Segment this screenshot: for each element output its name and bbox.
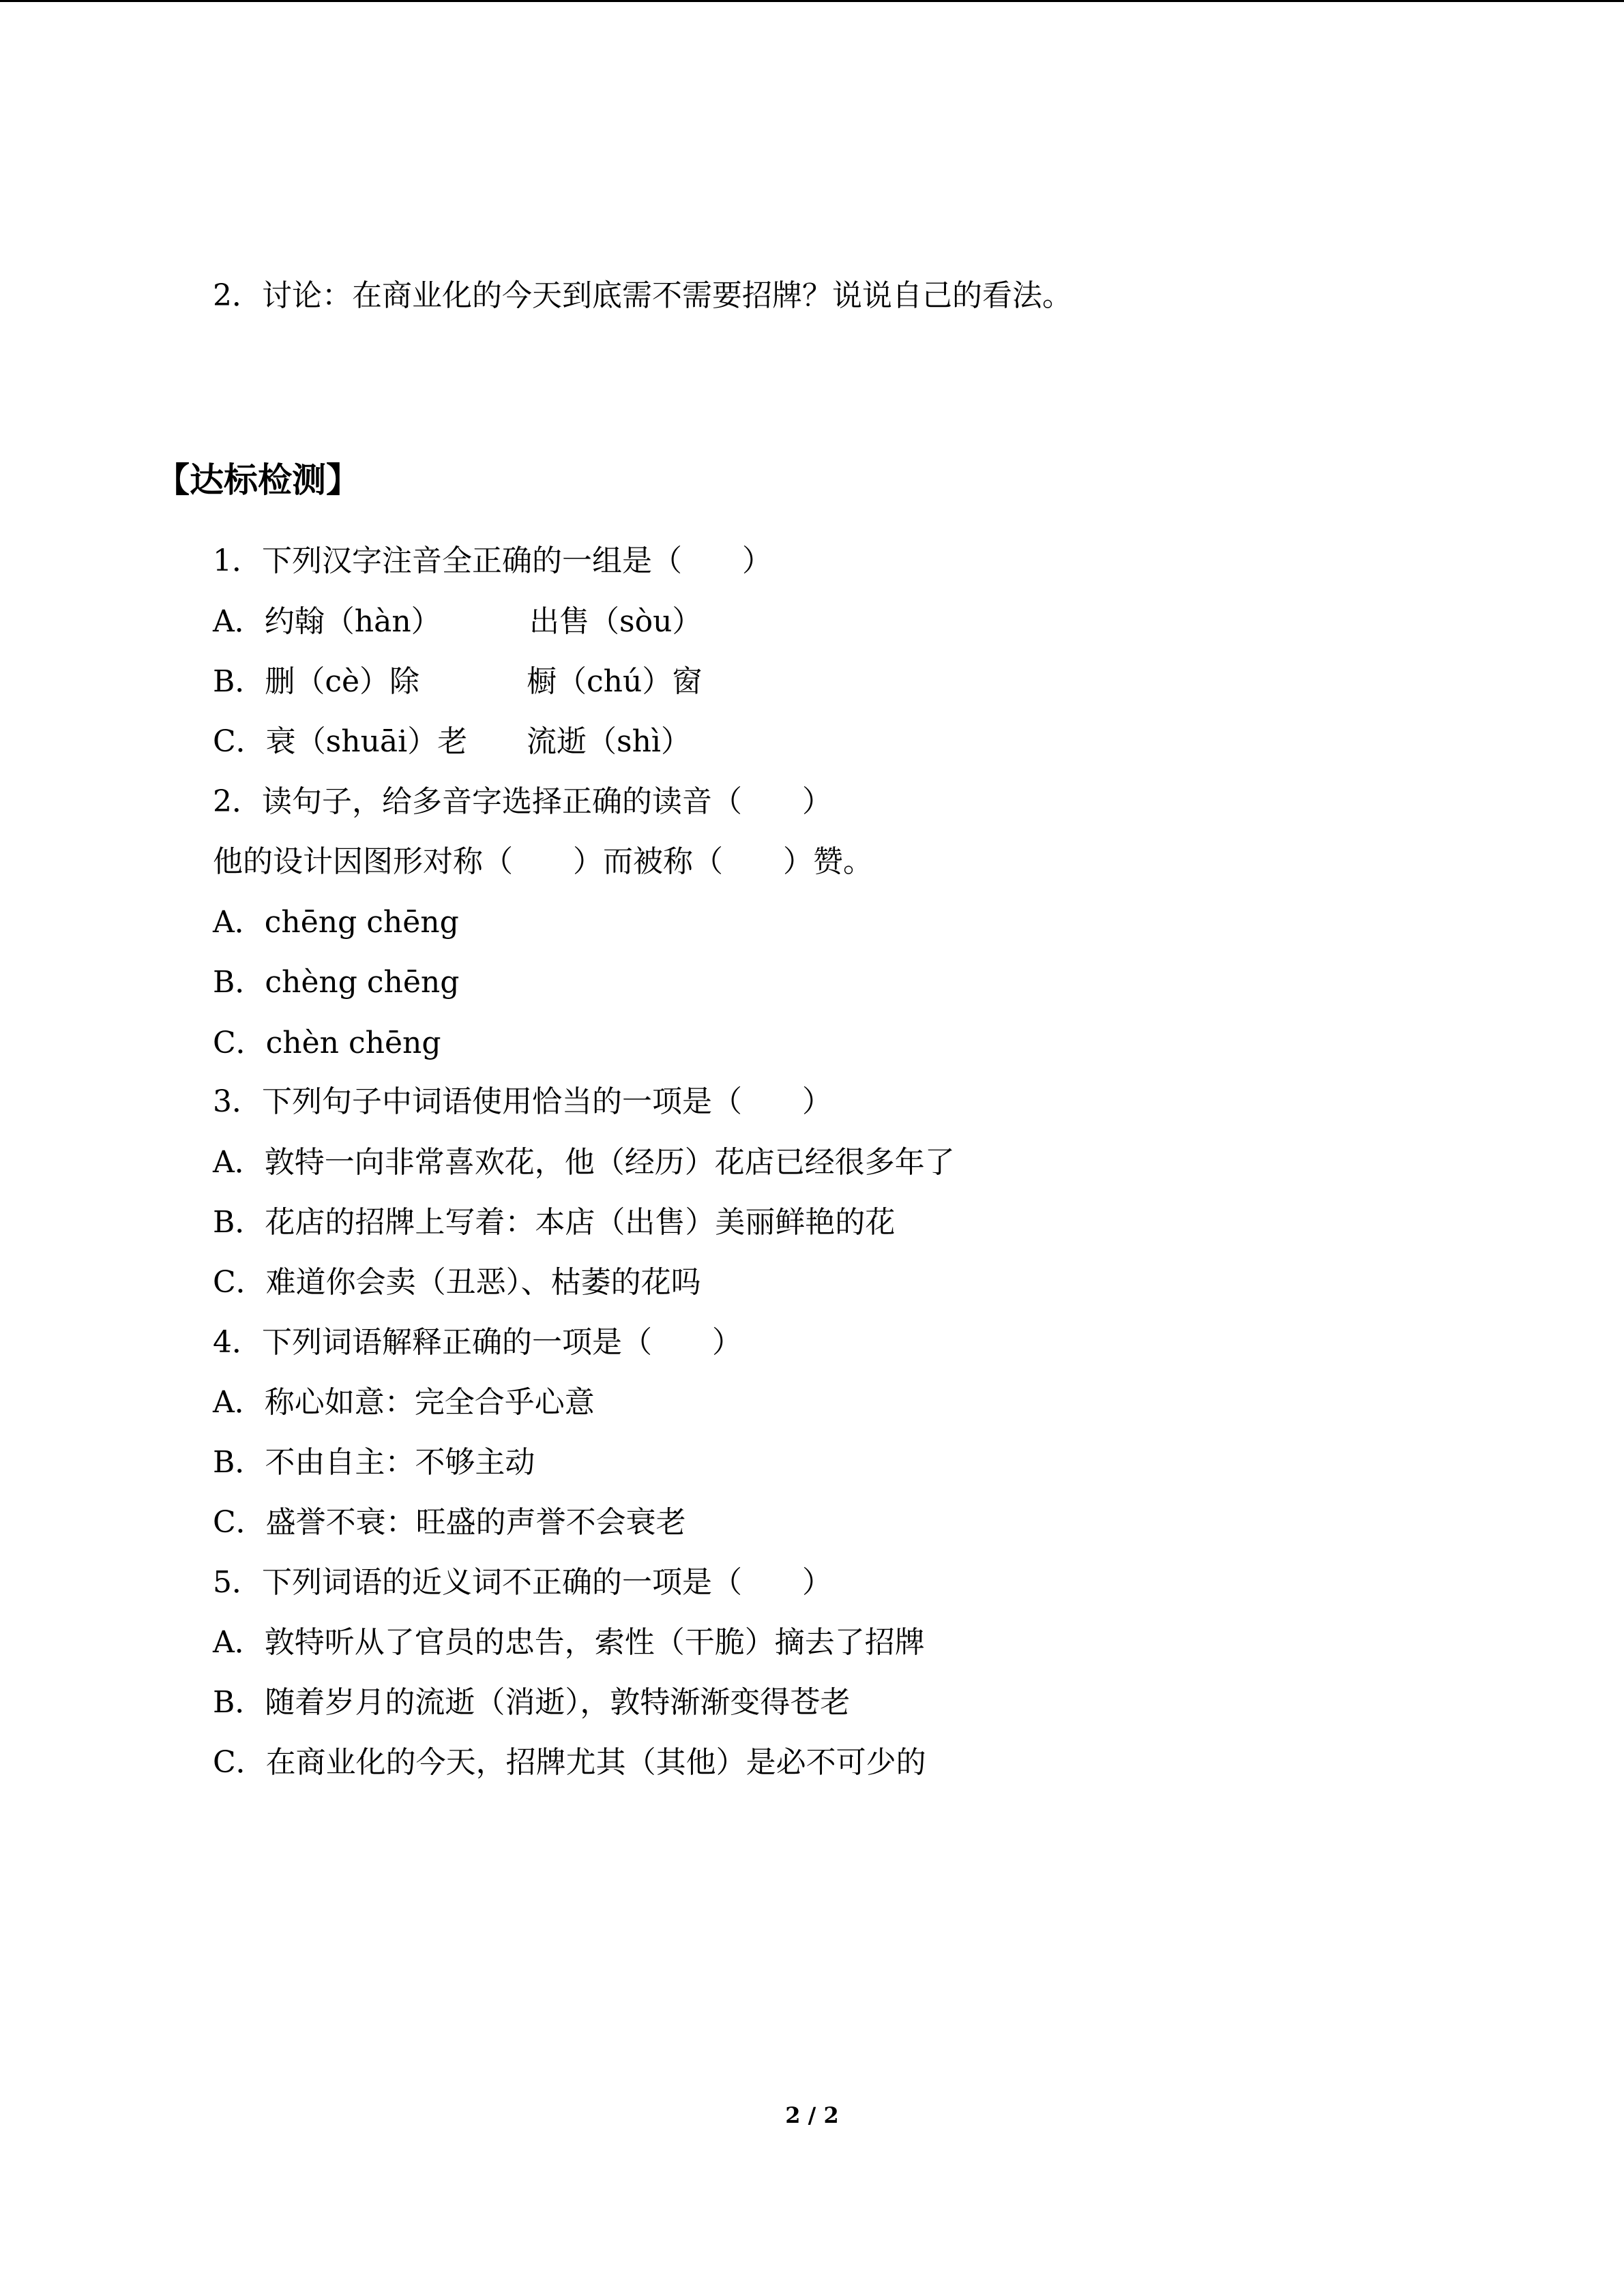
question-1-option-a: A．约翰（hàn） [213, 604, 441, 639]
question-1-option-c: C．衰（shuāi）老 [213, 724, 468, 759]
question-3-option-a: A．敦特一向非常喜欢花，他（经历）花店已经很多年了 [213, 1145, 955, 1180]
question-3-option-c: C．难道你会卖（丑恶）、枯萎的花吗 [213, 1265, 701, 1300]
section-title-standard-test: 【达标检测】 [156, 460, 360, 500]
question-2-option-b: B．chèng chēng [213, 965, 460, 1000]
question-5-stem: 5．下列词语的近义词不正确的一项是（ ） [213, 1565, 832, 1600]
question-2-stem: 2．读句子，给多音字选择正确的读音（ ） [213, 784, 832, 819]
question-2-option-a: A．chēng chēng [213, 905, 459, 940]
question-3-option-b: B．花店的招牌上写着：本店（出售）美丽鲜艳的花 [213, 1205, 896, 1240]
question-5-option-c: C．在商业化的今天，招牌尤其（其他）是必不可少的 [213, 1745, 926, 1780]
page-number: 2 / 2 [785, 2102, 839, 2128]
question-1-option-a-second-word: 出售（sòu） [529, 604, 703, 639]
page-top-border [0, 0, 1624, 2]
question-5-option-a: A．敦特听从了官员的忠告，索性（干脆）摘去了招牌 [213, 1625, 925, 1660]
question-4-option-c: C．盛誉不衰：旺盛的声誉不会衰老 [213, 1505, 686, 1540]
question-2-sentence: 他的设计因图形对称（ ）而被称（ ）赞。 [213, 844, 873, 879]
discussion-question-2: 2．讨论：在商业化的今天到底需不需要招牌？说说自己的看法。 [213, 278, 1072, 313]
question-1-option-b-second-word: 橱（chú）窗 [527, 664, 703, 699]
question-4-option-a: A．称心如意：完全合乎心意 [213, 1385, 595, 1420]
question-1-option-c-second-word: 流逝（shì） [527, 724, 691, 759]
question-1-option-b: B．删（cè）除 [213, 664, 420, 699]
question-5-option-b: B．随着岁月的流逝（消逝），敦特渐渐变得苍老 [213, 1685, 851, 1720]
question-1-stem: 1．下列汉字注音全正确的一组是（ ） [213, 543, 772, 578]
question-3-stem: 3．下列句子中词语使用恰当的一项是（ ） [213, 1084, 832, 1119]
question-4-option-b: B．不由自主：不够主动 [213, 1445, 535, 1480]
question-2-option-c: C．chèn chēng [213, 1026, 441, 1060]
question-4-stem: 4．下列词语解释正确的一项是（ ） [213, 1325, 742, 1360]
